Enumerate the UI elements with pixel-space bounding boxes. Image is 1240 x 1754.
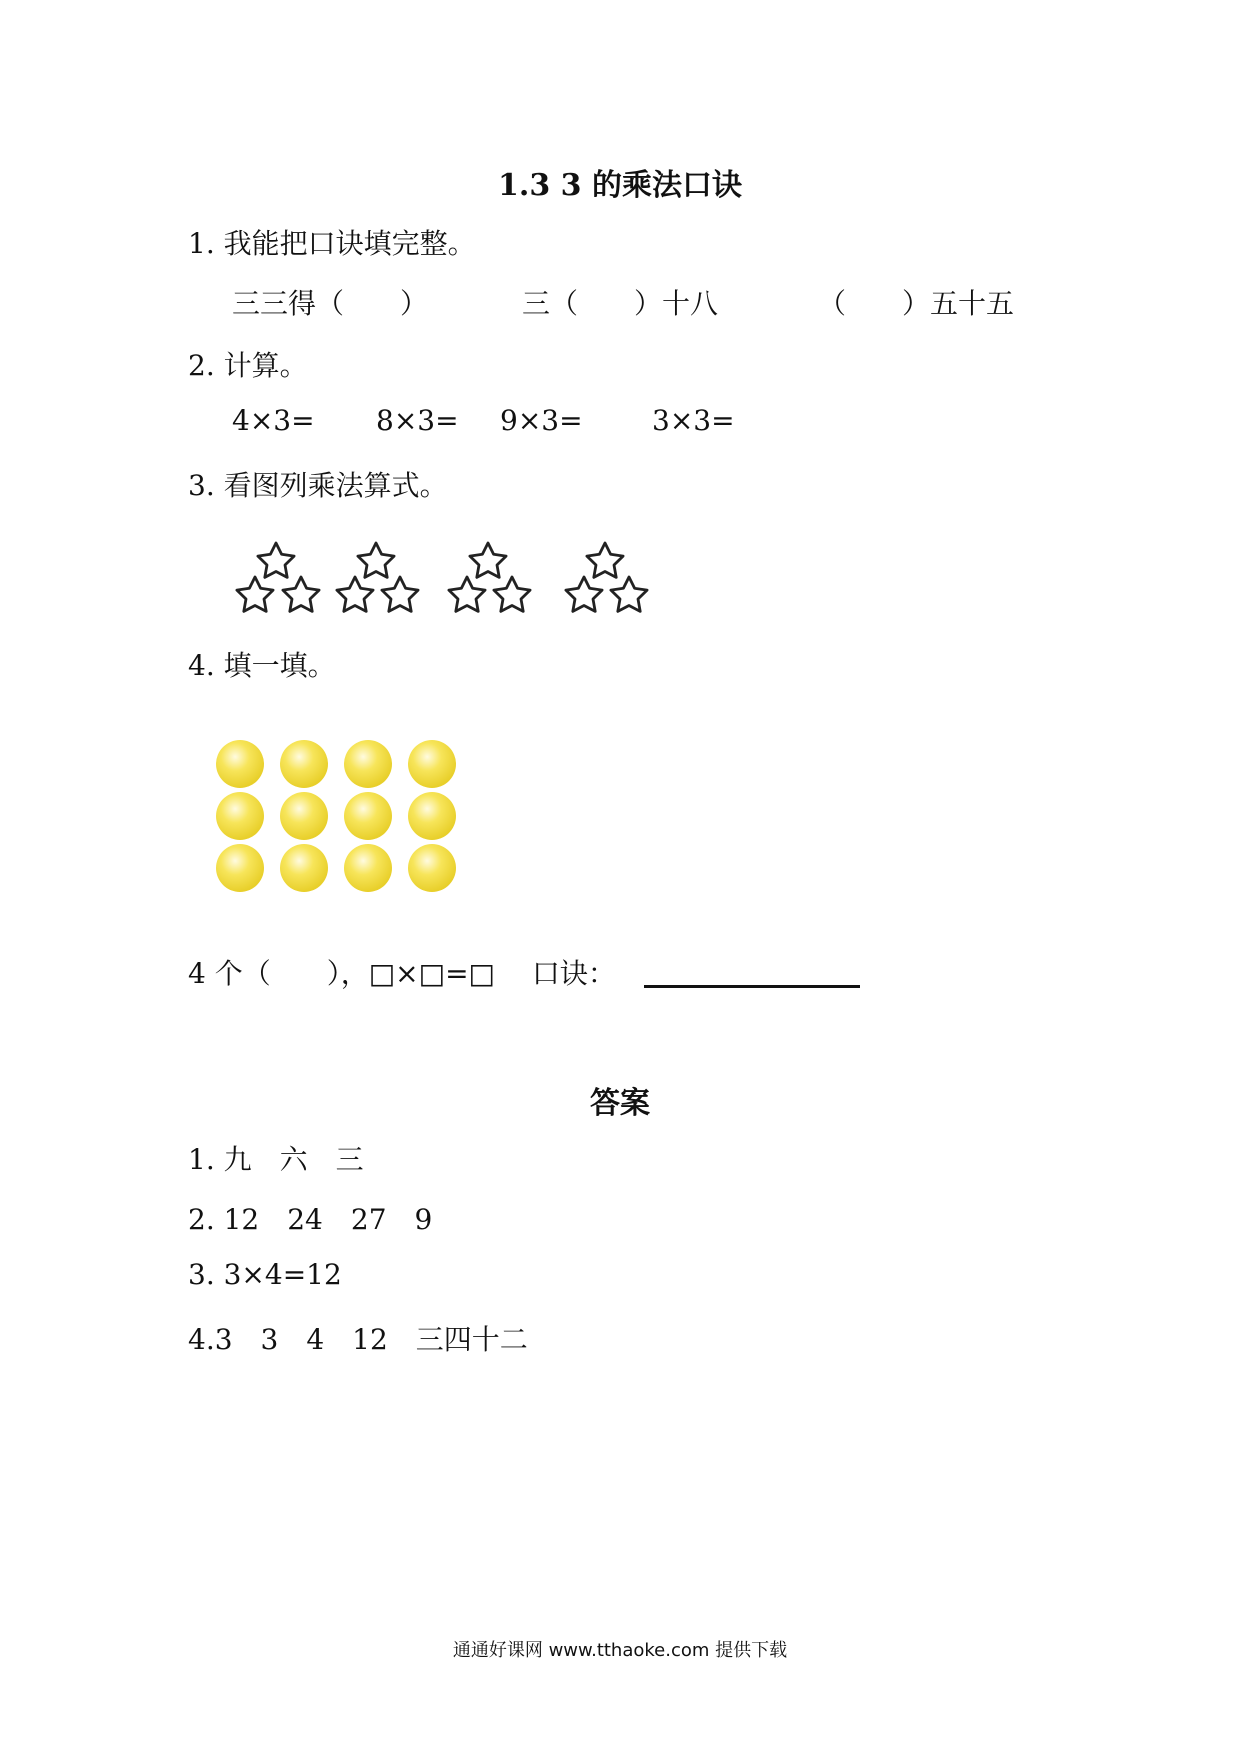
star-outline-icon: [611, 577, 647, 611]
question-1-prompt: 1. 我能把口诀填完整。: [188, 227, 476, 260]
yellow-ball-icon: [280, 844, 328, 892]
answers-heading: 答案: [590, 1086, 650, 1121]
question-3-prompt: 3. 看图列乘法算式。: [188, 469, 448, 502]
star-outline-icon: [382, 577, 418, 611]
yellow-ball-icon: [280, 792, 328, 840]
question-2-item-4: 3×3=: [652, 404, 735, 437]
yellow-ball-icon: [216, 740, 264, 788]
star-group-4: [566, 543, 647, 611]
answer-blank-line: [644, 985, 860, 988]
star-outline-icon: [566, 577, 602, 611]
ball-row-3: [216, 844, 456, 892]
question-1-item-1: 三三得（ ）: [232, 287, 429, 320]
yellow-balls-figure: [212, 738, 472, 898]
star-group-3: [449, 543, 530, 611]
question-2-prompt: 2. 计算。: [188, 349, 308, 382]
yellow-ball-icon: [216, 844, 264, 892]
answer-line-3: 3. 3×4=12: [188, 1258, 342, 1291]
star-outline-icon: [449, 577, 485, 611]
yellow-ball-icon: [344, 844, 392, 892]
yellow-ball-icon: [408, 740, 456, 788]
star-outline-icon: [470, 543, 506, 577]
star-outline-icon: [283, 577, 319, 611]
answer-line-4: 4.3 3 4 12 三四十二: [188, 1323, 528, 1356]
question-4-fill-line: 4 个（ ），□×□=□ 口诀：: [188, 957, 616, 990]
star-groups-figure: [230, 540, 670, 620]
star-outline-icon: [358, 543, 394, 577]
yellow-ball-icon: [408, 792, 456, 840]
yellow-ball-icon: [344, 740, 392, 788]
star-outline-icon: [237, 577, 273, 611]
footer-credit: 通通好课网 www.tthaoke.com 提供下载: [452, 1640, 788, 1661]
answer-line-1: 1. 九 六 三: [188, 1143, 364, 1176]
ball-row-1: [216, 740, 456, 788]
star-outline-icon: [337, 577, 373, 611]
answer-line-2: 2. 12 24 27 9: [188, 1203, 433, 1236]
question-2-item-1: 4×3=: [232, 404, 315, 437]
yellow-ball-icon: [408, 844, 456, 892]
star-outline-icon: [494, 577, 530, 611]
star-group-1: [237, 543, 319, 611]
star-outline-icon: [587, 543, 623, 577]
yellow-ball-icon: [280, 740, 328, 788]
question-1-item-3: （ ）五十五: [818, 287, 1015, 320]
star-outline-icon: [258, 543, 294, 577]
worksheet-title: 1.3 3 的乘法口诀: [498, 168, 742, 203]
star-group-2: [337, 543, 418, 611]
ball-row-2: [216, 792, 456, 840]
question-1-item-2: 三（ ）十八: [522, 287, 719, 320]
yellow-ball-icon: [216, 792, 264, 840]
yellow-ball-icon: [344, 792, 392, 840]
question-2-item-2: 8×3=: [376, 404, 459, 437]
question-2-item-3: 9×3=: [500, 404, 583, 437]
question-4-prompt: 4. 填一填。: [188, 649, 336, 682]
